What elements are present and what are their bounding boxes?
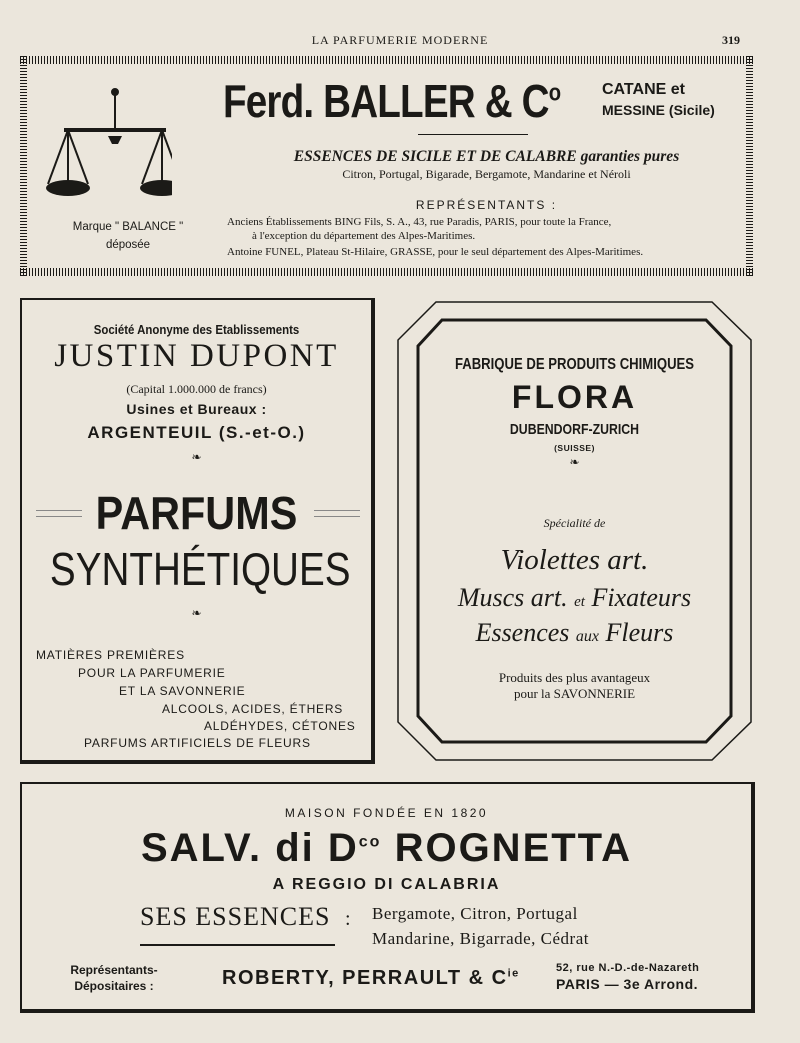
baller-rep-line-2: à l'exception du département des Alpes-Maritimes. xyxy=(252,230,476,242)
rognetta-name: SALV. di $D^{co}$ ROGNETTA xyxy=(140,826,633,870)
dupont-usines: Usines et Bureaux : xyxy=(126,401,267,417)
rep-line-2: Dépositaires : xyxy=(74,979,154,993)
rognetta-colon: : xyxy=(345,908,351,930)
rognetta-reggio: A REGGIO DI CALABRIA xyxy=(272,876,501,893)
rognetta-address-1: 52, rue N.-D.-de-Nazareth xyxy=(556,962,700,974)
hatched-border-right xyxy=(746,56,753,276)
flora-muscs-line: Muscs art. et Fixateurs xyxy=(457,583,692,612)
materials-line: ALDÉHYDES, CÉTONES xyxy=(204,719,356,733)
page-number: 319 xyxy=(722,33,740,47)
baller-representants-heading: REPRÉSENTANTS : xyxy=(415,198,558,212)
dupont-capital: (Capital 1.000.000 de francs) xyxy=(126,382,267,396)
hatched-border-left xyxy=(20,56,27,276)
trademark-line-1: Marque " BALANCE " xyxy=(72,221,184,233)
dupont-name: JUSTIN DUPONT xyxy=(54,338,339,374)
rognetta-representants xyxy=(44,962,184,994)
hatched-border-bottom xyxy=(20,268,753,276)
materials-line: ET LA SAVONNERIE xyxy=(119,684,246,698)
divider-rule xyxy=(418,134,528,135)
baller-location-1: CATANE et xyxy=(602,81,685,98)
materials-line: ALCOOLS, ACIDES, ÉTHERS xyxy=(162,702,344,716)
dupont-synthetiques: SYNTHÉTIQUES xyxy=(49,543,351,595)
flora-city: DUBENDORF-ZURICH xyxy=(509,421,640,438)
flora-violettes: Violettes art. xyxy=(500,544,649,576)
rep-line-1: Représentants- xyxy=(70,963,158,977)
flora-country: (SUISSE) xyxy=(554,443,595,453)
rognetta-essences-2: Mandarine, Bigarrade, Cédrat xyxy=(372,929,589,948)
baller-rep-line-1: Anciens Établissements BING Fils, S. A., 43, rue Paradis, PARIS, pour toute la France, xyxy=(227,216,612,228)
running-header-title: LA PARFUMERIE MODERNE xyxy=(311,33,489,47)
rognetta-maison: MAISON FONDÉE EN 1820 xyxy=(284,806,489,820)
fleuron-ornament-icon: ❧ xyxy=(191,450,202,464)
flora-specialite: Spécialité de xyxy=(543,516,606,530)
baller-essences-heading: ESSENCES DE SICILE ET DE CALABRE garanties pures xyxy=(293,148,680,165)
materials-line: PARFUMS ARTIFICIELS DE FLEURS xyxy=(84,736,311,750)
baller-company-name: Ferd. BALLER & $C^o$ xyxy=(223,75,561,127)
flora-name: FLORA xyxy=(511,379,638,415)
ad-baller xyxy=(20,56,753,278)
ad-justin-dupont xyxy=(20,298,375,764)
materials-line: POUR LA PARFUMERIE xyxy=(78,666,226,680)
rognetta-essences-1: Bergamote, Citron, Portugal xyxy=(372,904,578,923)
baller-location-2: MESSINE (Sicile) xyxy=(602,102,715,118)
dupont-parfums: PARFUMS xyxy=(95,487,298,539)
materials-line: MATIÈRES PREMIÈRES xyxy=(36,648,185,662)
trademark-line-2: déposée xyxy=(105,239,151,251)
rognetta-agents: ROBERTY, PERRAULT & $C^{ie}$ xyxy=(222,967,520,989)
fleuron-ornament-icon: ❧ xyxy=(569,455,580,469)
dupont-argenteuil: ARGENTEUIL (S.-et-O.) xyxy=(87,423,306,442)
dupont-society: Société Anonyme des Etablissements xyxy=(93,322,300,337)
flora-fabrique: FABRIQUE DE PRODUITS CHIMIQUES xyxy=(454,356,695,373)
flora-produits-1: Produits des plus avantageux xyxy=(498,670,651,685)
ad-rognetta xyxy=(20,782,755,1013)
ad-flora xyxy=(396,300,753,762)
baller-trademark xyxy=(48,218,208,254)
baller-citrus-list: Citron, Portugal, Bigarade, Bergamote, Mandarine et Néroli xyxy=(342,167,631,181)
divider-rule xyxy=(140,944,335,946)
rognetta-address-2: PARIS — 3e Arrond. xyxy=(556,976,699,992)
fleuron-ornament-icon: ❧ xyxy=(191,606,202,620)
flora-essences-line: Essences aux Fleurs xyxy=(475,618,674,647)
flora-produits-2: pour la SAVONNERIE xyxy=(513,686,636,701)
rognetta-ses-essences: SES ESSENCES xyxy=(140,902,331,931)
hatched-border-top xyxy=(20,56,753,64)
balance-scale-icon xyxy=(42,84,172,204)
baller-rep-line-3: Antoine FUNEL, Plateau St-Hilaire, GRASSE, pour le seul département des Alpes-Maritimes. xyxy=(227,246,644,258)
